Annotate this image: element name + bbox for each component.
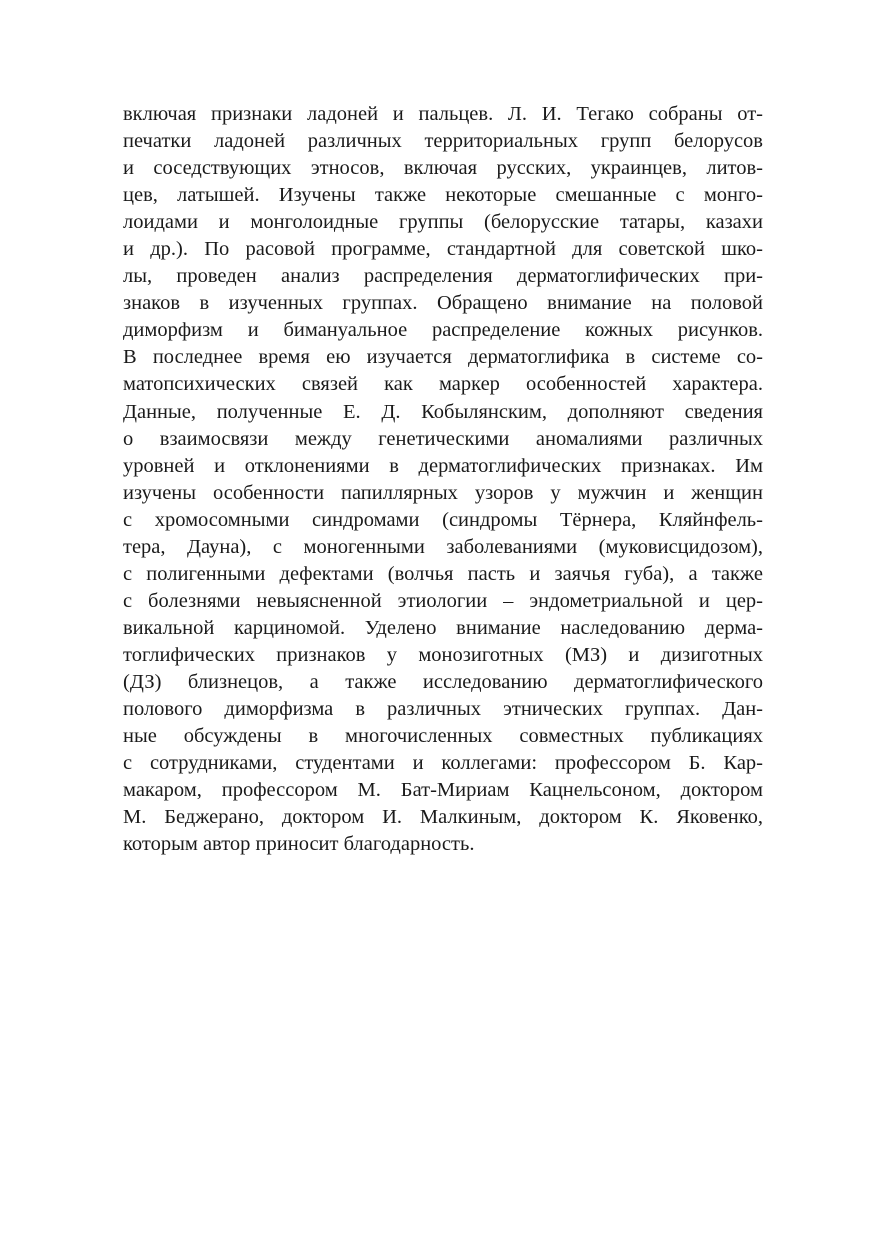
text-line: В последнее время ею изучается дерматоглифика в системе со-: [123, 346, 763, 369]
text-line: с хромосомными синдромами (синдромы Тёрнера, Кляйнфель-: [123, 508, 763, 531]
text-line: печатки ладоней различных территориальных групп белорусов: [123, 130, 763, 153]
text-line: ные обсуждены в многочисленных совместных публикациях: [123, 725, 763, 748]
text-line: викальной карциномой. Уделено внимание наследованию дерма-: [123, 616, 763, 639]
text-line: с сотрудниками, студентами и коллегами: профессором Б. Кар-: [123, 752, 763, 775]
text-line: с полигенными дефектами (волчья пасть и заячья губа), а также: [123, 562, 763, 585]
text-line: включая признаки ладоней и пальцев. Л. И. Тегако собраны от-: [123, 103, 763, 125]
text-line: с болезнями невыясненной этиологии – эндометриальной и цер-: [123, 589, 763, 612]
text-line: (ДЗ) близнецов, а также исследованию дерматоглифического: [123, 670, 763, 693]
text-line: матопсихических связей как маркер особенностей характера.: [123, 373, 763, 396]
text-line: знаков в изученных группах. Обращено внимание на половой: [123, 292, 763, 315]
text-line: лы, проведен анализ распределения дерматоглифических при-: [123, 265, 763, 288]
text-line: о взаимосвязи между генетическими аномалиями различных: [123, 427, 763, 450]
body-text-paragraph: [123, 101, 763, 858]
text-line: изучены особенности папиллярных узоров у мужчин и женщин: [123, 481, 763, 504]
text-line: и др.). По расовой программе, стандартной для советской шко-: [123, 238, 763, 261]
text-line: М. Беджерано, доктором И. Малкиным, доктором К. Яковенко,: [123, 806, 763, 829]
text-line: тоглифических признаков у монозиготных (МЗ) и дизиготных: [123, 643, 763, 666]
text-line: макаром, профессором М. Бат-Мириам Кацнельсоном, доктором: [123, 779, 763, 802]
text-line: лоидами и монголоидные группы (белорусские татары, казахи: [123, 211, 763, 234]
text-line: уровней и отклонениями в дерматоглифических признаках. Им: [123, 454, 763, 477]
text-line-last: которым автор приносит благодарность.: [123, 833, 475, 856]
text-line: цев, латышей. Изучены также некоторые смешанные с монго-: [123, 184, 763, 207]
text-line: полового диморфизма в различных этнических группах. Дан-: [123, 698, 763, 721]
text-line: диморфизм и бимануальное распределение кожных рисунков.: [123, 319, 763, 342]
text-line: и соседствующих этносов, включая русских, украинцев, литов-: [123, 157, 763, 180]
text-line: Данные, полученные Е. Д. Кобылянским, дополняют сведения: [123, 400, 763, 423]
text-line: тера, Дауна), с моногенными заболеваниями (муковисцидозом),: [123, 535, 763, 558]
